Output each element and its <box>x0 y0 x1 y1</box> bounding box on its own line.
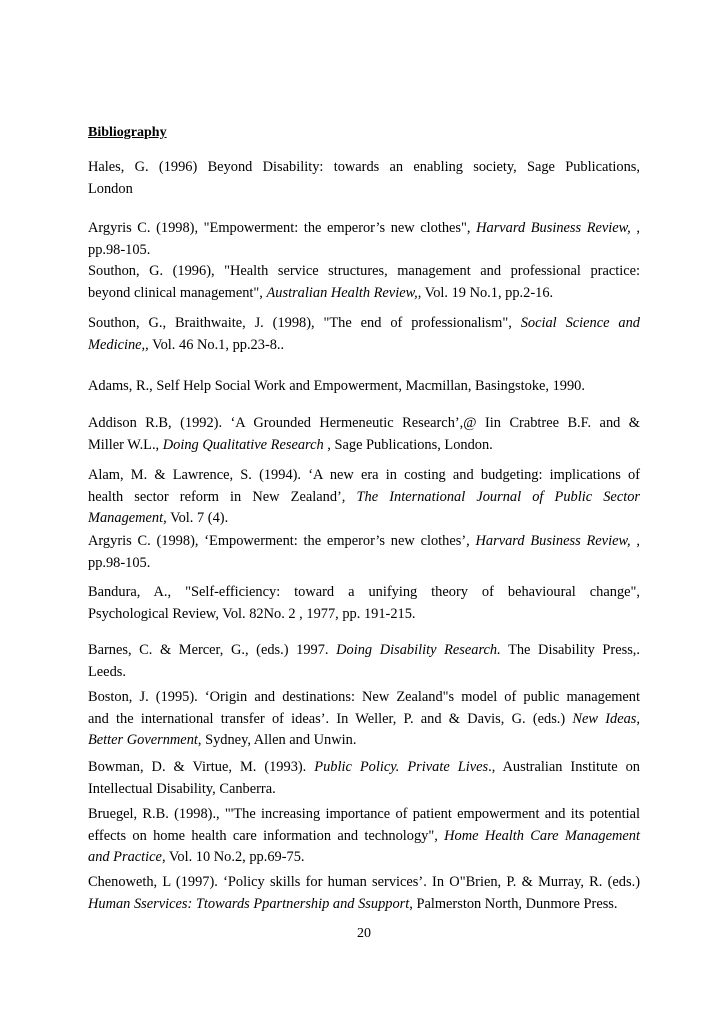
entry-line <box>88 553 640 575</box>
entry-text: Miller W.L., <box>88 436 163 453</box>
bibliography-entry <box>88 218 640 261</box>
entry-text: Intellectual Disability, Canberra. <box>88 780 276 797</box>
entry-line <box>88 531 640 553</box>
entry-line <box>88 604 640 626</box>
entry-italic-text: Human Sservices: Ttowards Ppartnership and Ssupport <box>88 895 410 912</box>
bibliography-entry <box>88 640 640 683</box>
entry-line <box>88 847 640 869</box>
entry-text: London <box>88 180 133 197</box>
entry-text: effects on home health care information and technology", <box>88 827 445 844</box>
entry-line <box>88 240 640 262</box>
entry-text: Bandura, A., "Self-efficiency: toward a unifying theory of behavioural change", <box>88 584 640 600</box>
entry-text: , Sage Publications, London. <box>323 436 493 453</box>
entry-text: Alam, M. & Lawrence, S. (1994). ‘A new era in costing and budgeting: implications of <box>88 467 640 483</box>
page-number: 20 <box>357 926 371 941</box>
entry-line <box>88 872 640 894</box>
entry-italic-text: Harvard Business Review, <box>475 533 631 549</box>
entry-text: , Vol. 7 (4). <box>163 510 229 526</box>
entry-text: and the international transfer of ideas’. In Weller, P. and & Davis, G. (eds.) <box>88 710 573 727</box>
entry-line <box>88 335 640 357</box>
entry-line <box>88 435 640 457</box>
entry-text: Southon, G., Braithwaite, J. (1998), "The end of professionalism", <box>88 315 521 331</box>
entry-line <box>88 157 640 179</box>
entry-italic-text: Social Science and <box>520 315 640 331</box>
entry-line <box>88 376 640 398</box>
entry-line <box>88 413 640 435</box>
entry-text: Boston, J. (1995). ‘Origin and destinations: New Zealand"s model of public management <box>88 689 640 705</box>
entry-text: Bruegel, R.B. (1998)., "'The increasing importance of patient empowerment and its potential <box>88 806 640 822</box>
entry-line <box>88 640 640 662</box>
bibliography-heading: Bibliography <box>88 125 167 140</box>
bibliography-entry <box>88 157 640 200</box>
entry-line <box>88 261 640 283</box>
entry-text: , Sydney, Allen and Unwin. <box>197 732 357 748</box>
bibliography-entry <box>88 757 640 800</box>
bibliography-entry <box>88 804 640 869</box>
entry-line <box>88 687 640 709</box>
bibliography-entry <box>88 465 640 530</box>
entry-text: ., Australian Institute on <box>488 759 640 775</box>
entry-text: , Vol. 10 No.2, pp.69-75. <box>161 849 305 865</box>
entry-line <box>88 313 640 335</box>
entry-text: , <box>630 220 640 236</box>
entry-text: The Disability Press,. <box>500 642 641 658</box>
entry-line <box>88 179 640 201</box>
bibliography-entry <box>88 261 640 304</box>
entry-text: pp.98-105. <box>88 554 151 571</box>
entry-text: Psychological Review, Vol. 82No. 2 , 1977, pp. 191-215. <box>88 605 416 622</box>
bibliography-entry <box>88 376 640 398</box>
entry-text: Leeds. <box>88 663 126 680</box>
entry-line <box>88 283 640 305</box>
entry-italic-text: The International Journal of Public Sector <box>356 488 641 505</box>
entry-text: Adams, R., Self Help Social Work and Empowerment, Macmillan, Basingstoke, 1990. <box>88 378 585 394</box>
entry-line <box>88 508 640 530</box>
entry-text: pp.98-105. <box>88 241 151 258</box>
entry-line <box>88 804 640 826</box>
bibliography-entry <box>88 582 640 625</box>
entry-italic-text: Doing Qualitative Research <box>162 436 324 453</box>
entry-line <box>88 487 640 509</box>
bibliography-entry <box>88 313 640 356</box>
entry-line <box>88 894 640 916</box>
entry-italic-text: Australian Health Review, <box>266 284 418 301</box>
bibliography-entry <box>88 413 640 456</box>
entry-text: Chenoweth, L (1997). ‘Policy skills for human services’. In O"Brien, P. & Murray, R. (eds.) <box>88 874 640 890</box>
entry-text: , <box>630 533 640 549</box>
entry-text: beyond clinical management", <box>88 284 267 301</box>
entry-text: Bowman, D. & Virtue, M. (1993). <box>88 759 315 775</box>
entry-text: Southon, G. (1996), "Health service structures, management and professional practice: <box>88 263 640 279</box>
entry-line <box>88 757 640 779</box>
bibliography-entry <box>88 531 640 574</box>
entry-italic-text: Public Policy. Private Lives <box>314 759 489 775</box>
entry-italic-text: and Practice <box>88 849 162 865</box>
entry-italic-text: Harvard Business Review, <box>476 220 631 236</box>
entry-text: , Palmerston North, Dunmore Press. <box>409 895 618 912</box>
entry-line <box>88 662 640 684</box>
entry-line <box>88 465 640 487</box>
entry-text: Hales, G. (1996) Beyond Disability: towards an enabling society, Sage Publications, <box>88 159 640 175</box>
entry-text: Argyris C. (1998), ‘Empowerment: the emperor’s new clothes’, <box>88 533 476 549</box>
entry-text: Argyris C. (1998), "Empowerment: the emperor’s new clothes", <box>88 220 477 236</box>
entry-line <box>88 826 640 848</box>
bibliography-entry <box>88 687 640 752</box>
entry-text: , Vol. 19 No.1, pp.2-16. <box>417 284 554 301</box>
entry-text: Addison R.B, (1992). ‘A Grounded Hermeneutic Research’,@ Iin Crabtree B.F. and & <box>88 415 640 431</box>
entry-italic-text: Home Health Care Management <box>444 827 640 844</box>
entry-italic-text: Doing Disability Research. <box>336 642 501 658</box>
entry-italic-text: New Ideas, <box>572 710 641 727</box>
entry-line <box>88 218 640 240</box>
entry-line <box>88 582 640 604</box>
entry-text: Barnes, C. & Mercer, G., (eds.) 1997. <box>88 642 337 658</box>
entry-italic-text: Medicine, <box>88 336 146 353</box>
entry-line <box>88 779 640 801</box>
entry-italic-text: Management <box>88 510 164 526</box>
entry-line <box>88 709 640 731</box>
bibliography-entry <box>88 872 640 915</box>
entry-line <box>88 730 640 752</box>
entry-italic-text: Better Government <box>88 732 198 748</box>
entry-text: , Vol. 46 No.1, pp.23-8.. <box>145 336 285 353</box>
entry-text: health sector reform in New Zealand’, <box>88 488 357 505</box>
